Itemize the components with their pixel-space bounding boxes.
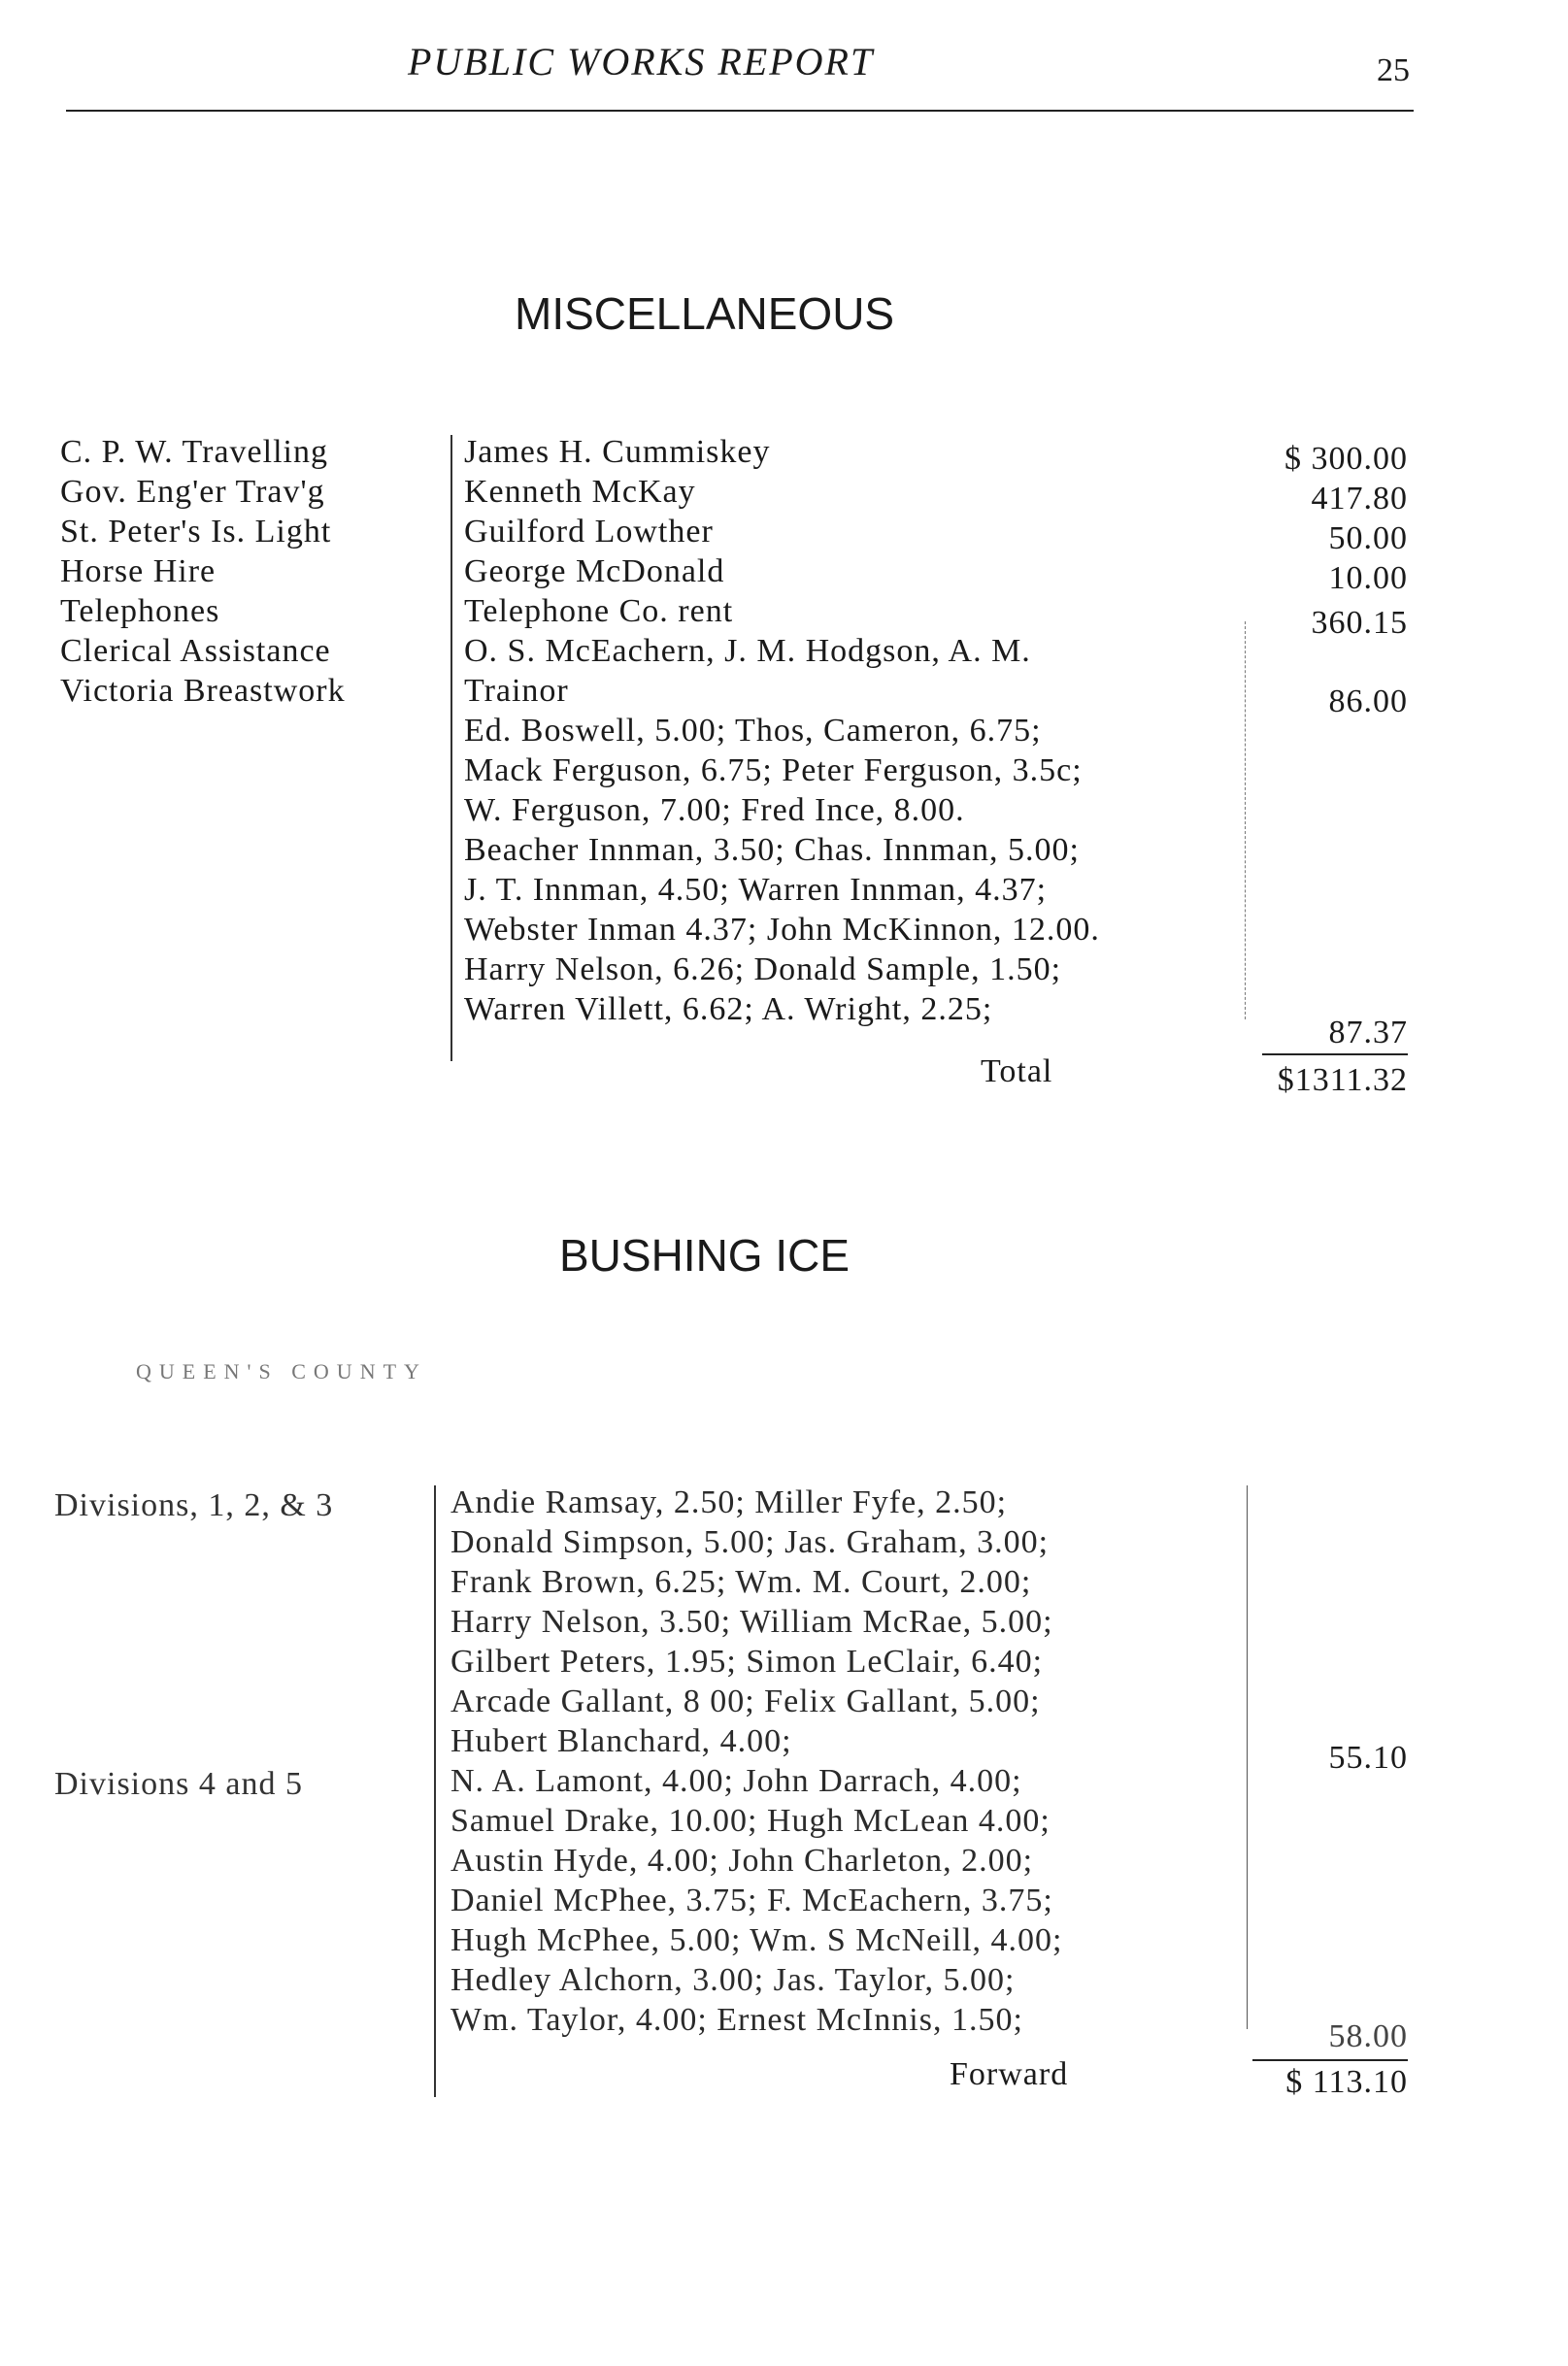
amount-value: $ 300.00 <box>1284 441 1408 477</box>
bushing-column-rule-right <box>1247 1485 1248 2029</box>
misc-line: Mack Ferguson, 6.75; Peter Ferguson, 3.5c; <box>464 752 1083 788</box>
misc-line: Trainor <box>464 673 569 709</box>
section-heading-miscellaneous: MISCELLANEOUS <box>515 288 895 339</box>
bushing-column-rule-left <box>434 1485 436 2097</box>
amount-value: 87.37 <box>1328 1015 1408 1050</box>
amount-value: 58.00 <box>1328 2018 1408 2054</box>
forward-label: Forward <box>950 2056 1069 2092</box>
division-label: Divisions, 1, 2, & 3 <box>54 1487 334 1523</box>
misc-left-item: Gov. Eng'er Trav'g <box>60 474 325 510</box>
bushing-line: Hugh McPhee, 5.00; Wm. S McNeill, 4.00; <box>450 1922 1063 1958</box>
sum-rule <box>1252 2059 1408 2061</box>
bushing-group-2 <box>450 1761 1063 2040</box>
division-label: Divisions 4 and 5 <box>54 1766 303 1802</box>
section-heading-bushing-ice: BUSHING ICE <box>559 1230 851 1281</box>
misc-line: Telephone Co. rent <box>464 593 734 629</box>
misc-column-rule-left <box>450 435 452 1061</box>
misc-line: Beacher Innman, 3.50; Chas. Innman, 5.00; <box>464 832 1080 868</box>
forward-value: $ 113.10 <box>1285 2064 1408 2100</box>
county-subheading: QUEEN'S COUNTY <box>136 1359 427 1383</box>
misc-line: J. T. Innman, 4.50; Warren Innman, 4.37; <box>464 872 1048 908</box>
page-number: 25 <box>1377 52 1410 88</box>
bushing-line: Gilbert Peters, 1.95; Simon LeClair, 6.40; <box>450 1644 1044 1680</box>
running-header: PUBLIC WORKS REPORT <box>408 40 875 83</box>
bushing-line: N. A. Lamont, 4.00; John Darrach, 4.00; <box>450 1763 1022 1799</box>
bushing-group-1 <box>450 1483 1053 1761</box>
sum-rule <box>1262 1053 1408 1055</box>
bushing-line: Frank Brown, 6.25; Wm. M. Court, 2.00; <box>450 1564 1032 1600</box>
misc-line: Ed. Boswell, 5.00; Thos, Cameron, 6.75; <box>464 713 1042 749</box>
amount-value: 10.00 <box>1328 560 1408 596</box>
amount-value: 55.10 <box>1328 1740 1408 1776</box>
bushing-line: Donald Simpson, 5.00; Jas. Graham, 3.00; <box>450 1524 1050 1560</box>
amount-value: 360.15 <box>1311 605 1408 641</box>
bushing-line: Andie Ramsay, 2.50; Miller Fyfe, 2.50; <box>450 1484 1008 1520</box>
misc-line: George McDonald <box>464 553 725 589</box>
misc-line: Kenneth McKay <box>464 474 696 510</box>
misc-left-item: Clerical Assistance <box>60 633 331 669</box>
header-rule <box>66 110 1414 112</box>
bushing-line: Harry Nelson, 3.50; William McRae, 5.00; <box>450 1604 1053 1640</box>
bushing-line: Samuel Drake, 10.00; Hugh McLean 4.00; <box>450 1803 1051 1839</box>
bushing-line: Arcade Gallant, 8 00; Felix Gallant, 5.00; <box>450 1683 1041 1719</box>
misc-left-item: Telephones <box>60 593 220 629</box>
misc-line: W. Ferguson, 7.00; Fred Ince, 8.00. <box>464 792 965 828</box>
amount-value: 50.00 <box>1328 520 1408 556</box>
bushing-line: Daniel McPhee, 3.75; F. McEachern, 3.75; <box>450 1883 1053 1918</box>
bushing-line: Hedley Alchorn, 3.00; Jas. Taylor, 5.00; <box>450 1962 1016 1998</box>
misc-left-item: St. Peter's Is. Light <box>60 514 332 550</box>
misc-line: O. S. McEachern, J. M. Hodgson, A. M. <box>464 633 1031 669</box>
misc-left-item: Horse Hire <box>60 553 217 589</box>
misc-line: James H. Cummiskey <box>464 434 771 470</box>
misc-middle-column <box>464 432 1100 1029</box>
bushing-line: Hubert Blanchard, 4.00; <box>450 1723 792 1759</box>
bushing-line: Austin Hyde, 4.00; John Charleton, 2.00; <box>450 1843 1034 1879</box>
misc-line: Webster Inman 4.37; John McKinnon, 12.00. <box>464 912 1100 948</box>
bushing-line: Wm. Taylor, 4.00; Ernest McInnis, 1.50; <box>450 2002 1023 2038</box>
amount-value: 86.00 <box>1328 683 1408 719</box>
misc-left-column <box>60 432 346 711</box>
misc-line: Warren Villett, 6.62; A. Wright, 2.25; <box>464 991 993 1027</box>
misc-left-item: C. P. W. Travelling <box>60 434 328 470</box>
amount-value: 417.80 <box>1311 481 1408 517</box>
misc-left-item: Victoria Breastwork <box>60 673 346 709</box>
total-value: $1311.32 <box>1277 1062 1408 1098</box>
total-label: Total <box>981 1053 1053 1089</box>
misc-column-rule-right <box>1245 621 1246 1019</box>
misc-line: Guilford Lowther <box>464 514 714 550</box>
misc-line: Harry Nelson, 6.26; Donald Sample, 1.50; <box>464 951 1062 987</box>
